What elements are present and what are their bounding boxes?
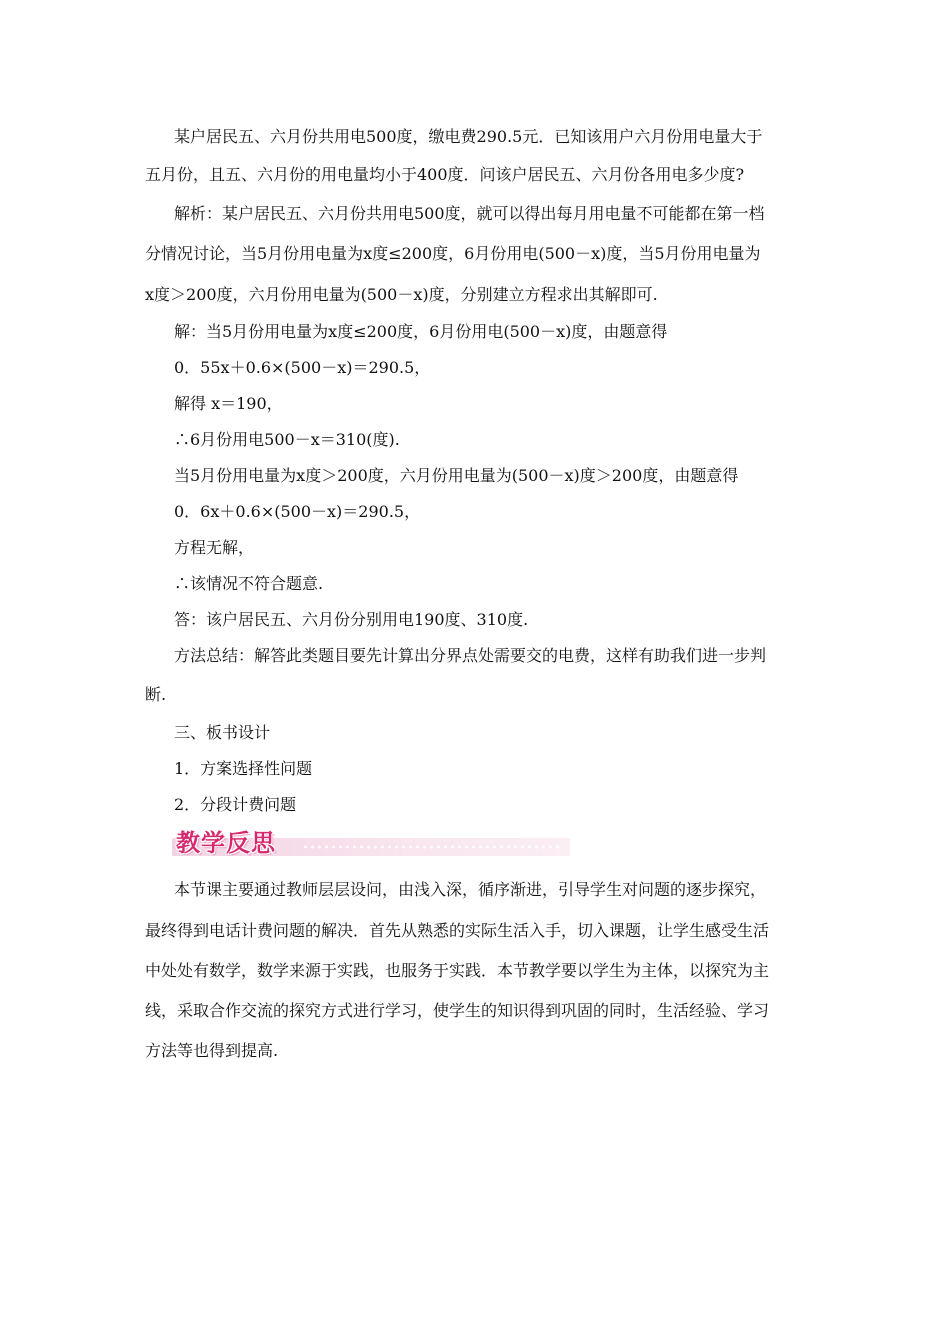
board-item-1: 1．方案选择性问题 — [174, 759, 313, 778]
solution-line-1: 解：当5月份用电量为x度≤200度，6月份用电(500－x)度，由题意得 — [174, 322, 668, 341]
banner-title: 教学反思 — [176, 829, 276, 857]
analysis-line-1: 解析：某户居民五、六月份共用电500度，就可以得出每月用电量不可能都在第一档 — [174, 204, 765, 223]
equation-1: 0．55x＋0.6×(500－x)＝290.5， — [174, 358, 431, 377]
analysis-line-3: x度＞200度，六月份用电量为(500－x)度，分别建立方程求出其解即可. — [145, 285, 658, 304]
problem-line-2: 五月份，且五、六月份的用电量均小于400度．问该户居民五、六月份各用电多少度? — [145, 165, 745, 184]
section-heading: 三、板书设计 — [174, 723, 271, 742]
reflection-line-5: 方法等也得到提高. — [145, 1041, 279, 1060]
solution-result-1: 解得 x＝190， — [174, 394, 283, 413]
problem-line-1: 某户居民五、六月份共用电500度，缴电费290.5元．已知该用户六月份用电量大于 — [174, 127, 763, 146]
solution-line-2: 当5月份用电量为x度＞200度，六月份用电量为(500－x)度＞200度，由题意得 — [174, 466, 739, 485]
analysis-line-2: 分情况讨论，当5月份用电量为x度≤200度，6月份用电(500－x)度，当5月份用电量为 — [145, 244, 761, 263]
reflection-line-1: 本节课主要通过教师层层设问，由浅入深，循序渐进，引导学生对问题的逐步探究， — [174, 880, 767, 899]
reflection-line-4: 线，采取合作交流的探究方式进行学习，使学生的知识得到巩固的同时，生活经验、学习 — [145, 1001, 770, 1020]
equation-2: 0．6x＋0.6×(500－x)＝290.5， — [174, 502, 421, 521]
method-summary-line-1: 方法总结：解答此类题目要先计算出分界点处需要交的电费，这样有助我们进一步判 — [174, 646, 767, 665]
reflection-line-3: 中处处有数学，数学来源于实践，也服务于实践．本节教学要以学生为主体，以探究为主 — [145, 961, 770, 980]
solution-conclusion-1: ∴6月份用电500－x＝310(度). — [174, 430, 400, 449]
board-item-2: 2．分段计费问题 — [174, 795, 297, 814]
solution-result-2: 方程无解， — [174, 538, 255, 557]
solution-conclusion-2: ∴该情况不符合题意. — [174, 574, 324, 593]
answer-line: 答：该户居民五、六月份分别用电190度、310度. — [174, 610, 529, 629]
banner-dots — [302, 845, 562, 849]
reflection-banner — [172, 828, 570, 858]
method-summary-line-2: 断. — [145, 685, 167, 704]
reflection-line-2: 最终得到电话计费问题的解决．首先从熟悉的实际生活入手，切入课题，让学生感受生活 — [145, 921, 770, 940]
